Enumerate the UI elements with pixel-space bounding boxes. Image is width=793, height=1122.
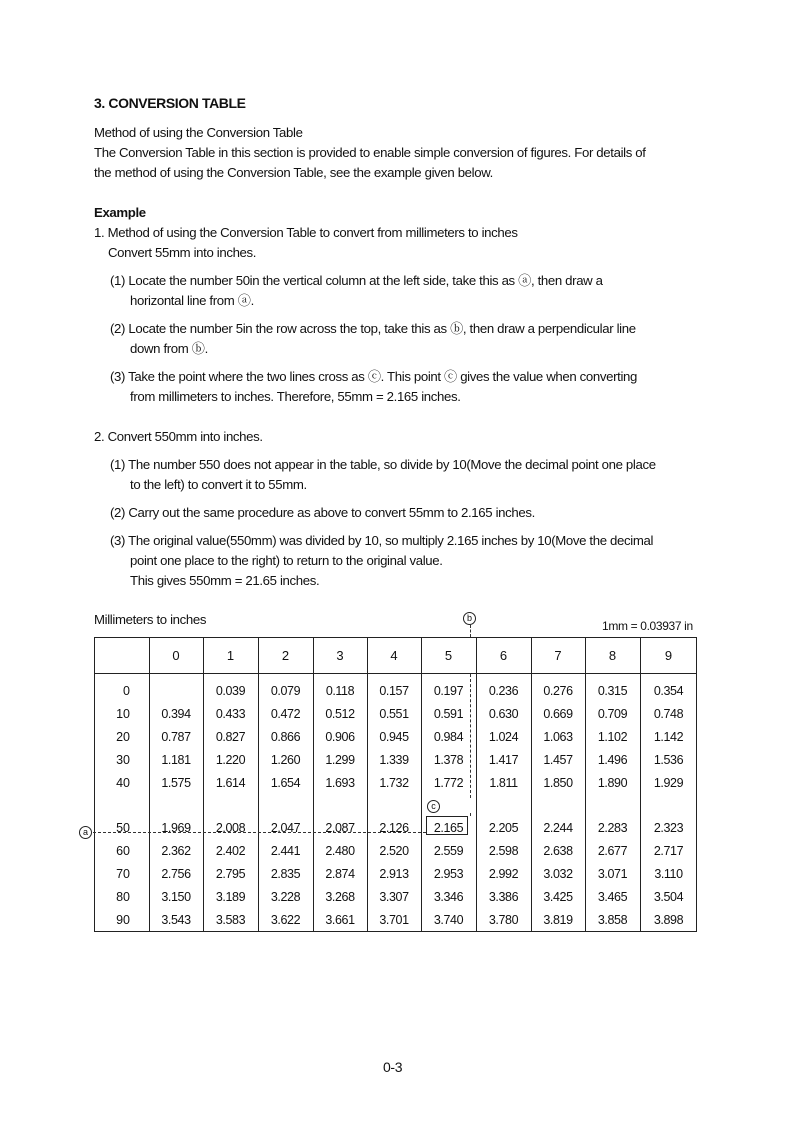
table-cell: 1.575 xyxy=(161,776,191,790)
table-row-label: 70 xyxy=(116,867,130,881)
table-cell: 0.551 xyxy=(379,707,409,721)
example-1-step-2b: down from ⓑ. xyxy=(130,341,208,356)
table-cell: 1.102 xyxy=(597,730,628,744)
table-row-label: 40 xyxy=(116,776,130,790)
intro-line-1: Method of using the Conversion Table xyxy=(94,125,303,140)
table-cell: 3.543 xyxy=(161,913,191,927)
marker-b-dashed-line-lower xyxy=(470,813,471,816)
table-cell: 2.677 xyxy=(597,844,628,858)
table-header-cell: 8 xyxy=(608,648,617,663)
table-cell: 1.220 xyxy=(215,753,246,767)
table-cell: 1.654 xyxy=(270,776,301,790)
table-row-label: 0 xyxy=(123,684,130,698)
example-1-subtitle: Convert 55mm into inches. xyxy=(108,245,257,260)
marker-a: a xyxy=(79,826,92,839)
table-cell: 3.780 xyxy=(488,913,519,927)
table-cell: 0.748 xyxy=(653,707,684,721)
table-cell: 3.701 xyxy=(379,913,409,927)
table-header-divider xyxy=(94,673,697,674)
table-cell: 3.622 xyxy=(270,913,301,927)
example-2-step-2a: (2) Carry out the same procedure as above to convert 55mm to 2.165 inches. xyxy=(110,505,535,520)
table-cell: 2.559 xyxy=(433,844,464,858)
table-cell: 3.386 xyxy=(488,890,519,904)
table-cell: 1.536 xyxy=(653,753,684,767)
table-row-label: 60 xyxy=(116,844,130,858)
example-2-step-3c: This gives 550mm = 21.65 inches. xyxy=(130,573,320,588)
table-title: Millimeters to inches xyxy=(94,612,207,627)
section-heading: 3. CONVERSION TABLE xyxy=(94,95,246,111)
table-cell: 2.520 xyxy=(379,844,409,858)
table-cell: 2.244 xyxy=(543,821,573,835)
table-cell: 2.283 xyxy=(597,821,628,835)
table-cell: 1.299 xyxy=(325,753,355,767)
example-1-step-2a: (2) Locate the number 5in the row across the top, take this as ⓑ, then draw a perpendicular line xyxy=(110,321,636,336)
table-cell: 3.346 xyxy=(433,890,464,904)
table-row-label: 90 xyxy=(116,913,130,927)
table-cell: 1.457 xyxy=(543,753,573,767)
table-cell: 1.693 xyxy=(325,776,355,790)
table-cell: 1.063 xyxy=(543,730,573,744)
table-cell: 1.181 xyxy=(161,753,191,767)
table-cell: 2.717 xyxy=(653,844,684,858)
example-label: Example xyxy=(94,205,146,220)
table-cell: 3.740 xyxy=(433,913,464,927)
table-cell: 2.205 xyxy=(488,821,519,835)
table-cell: 0.591 xyxy=(433,707,464,721)
table-cell: 1.890 xyxy=(597,776,628,790)
table-cell: 2.087 xyxy=(325,821,355,835)
table-cell: 3.189 xyxy=(215,890,246,904)
table-cell: 0.472 xyxy=(270,707,301,721)
table-cell: 2.480 xyxy=(325,844,355,858)
table-cell: 1.969 xyxy=(161,821,191,835)
table-row-label: 10 xyxy=(116,707,130,721)
table-cell: 3.898 xyxy=(653,913,684,927)
table-cell: 2.795 xyxy=(215,867,246,881)
table-cell: 1.024 xyxy=(488,730,519,744)
table-cell: 0.039 xyxy=(215,684,246,698)
table-cell: 1.260 xyxy=(270,753,301,767)
table-cell: 3.425 xyxy=(543,890,573,904)
example-2-step-3b: point one place to the right) to return to the original value. xyxy=(130,553,443,568)
table-header-cell: 6 xyxy=(499,648,508,663)
table-header-cell: 5 xyxy=(444,648,453,663)
table-header-cell: 2 xyxy=(281,648,290,663)
table-header-cell: 1 xyxy=(226,648,235,663)
table-cell: 0.118 xyxy=(325,684,355,698)
table-cell: 3.032 xyxy=(543,867,573,881)
table-row-label: 50 xyxy=(116,821,130,835)
table-cell: 1.811 xyxy=(489,776,518,790)
table-cell: 0.276 xyxy=(543,684,573,698)
table-cell: 0.394 xyxy=(161,707,191,721)
table-cell: 0.827 xyxy=(215,730,246,744)
marker-b-leader xyxy=(470,625,471,637)
table-cell: 2.835 xyxy=(270,867,301,881)
table-cell: 2.913 xyxy=(379,867,409,881)
table-cell: 1.417 xyxy=(488,753,519,767)
table-cell: 2.598 xyxy=(488,844,519,858)
table-cell: 1.850 xyxy=(543,776,573,790)
table-cell: 1.929 xyxy=(653,776,684,790)
table-cell: 2.362 xyxy=(161,844,191,858)
table-cell: 2.126 xyxy=(379,821,409,835)
table-cell: 3.150 xyxy=(161,890,191,904)
table-cell: 3.307 xyxy=(379,890,409,904)
table-cell: 3.465 xyxy=(597,890,628,904)
table-header-cell: 4 xyxy=(390,648,398,663)
intro-line-3: the method of using the Conversion Table, see the example given below. xyxy=(94,165,493,180)
example-2-step-1a: (1) The number 550 does not appear in the table, so divide by 10(Move the decimal point one place xyxy=(110,457,656,472)
table-cell: 3.268 xyxy=(325,890,355,904)
table-cell: 1.772 xyxy=(433,776,464,790)
example-2-step-1b: to the left) to convert it to 55mm. xyxy=(130,477,307,492)
table-cell: 3.110 xyxy=(654,867,683,881)
marker-b: b xyxy=(463,612,476,625)
table-cell: 3.661 xyxy=(325,913,355,927)
table-cell: 2.165 xyxy=(433,821,464,835)
table-cell: 0.866 xyxy=(270,730,301,744)
table-cell: 0.354 xyxy=(653,684,684,698)
table-cell: 1.142 xyxy=(653,730,684,744)
page-number: 0-3 xyxy=(383,1059,403,1075)
table-cell: 0.984 xyxy=(433,730,464,744)
table-cell: 0.197 xyxy=(433,684,464,698)
table-cell: 0.669 xyxy=(543,707,573,721)
table-cell: 3.819 xyxy=(543,913,573,927)
table-cell: 1.339 xyxy=(379,753,409,767)
marker-c: c xyxy=(427,800,440,813)
table-header-cell: 7 xyxy=(554,648,562,663)
example-1-step-1a: (1) Locate the number 50in the vertical column at the left side, take this as ⓐ, then draw a xyxy=(110,273,603,288)
example-2-title: 2. Convert 550mm into inches. xyxy=(94,429,263,444)
marker-a-dashed-line xyxy=(93,832,426,833)
table-note: 1mm = 0.03937 in xyxy=(602,619,693,633)
table-cell: 2.047 xyxy=(270,821,301,835)
table-cell: 3.071 xyxy=(597,867,628,881)
table-cell: 0.157 xyxy=(379,684,409,698)
table-cell: 1.378 xyxy=(433,753,464,767)
table-cell: 0.787 xyxy=(161,730,191,744)
table-header-cell: 0 xyxy=(172,648,180,663)
table-cell: 2.441 xyxy=(270,844,301,858)
table-cell: 2.953 xyxy=(433,867,464,881)
table-cell: 2.008 xyxy=(215,821,246,835)
example-1-step-3a: (3) Take the point where the two lines cross as ⓒ. This point ⓒ gives the value when converting xyxy=(110,369,638,384)
table-cell: 0.315 xyxy=(597,684,628,698)
example-2-step-3a: (3) The original value(550mm) was divided by 10, so multiply 2.165 inches by 10(Move the decimal xyxy=(110,533,654,548)
table-cell: 1.732 xyxy=(379,776,409,790)
example-1-title: 1. Method of using the Conversion Table to convert from millimeters to inches xyxy=(94,225,518,240)
table-cell: 2.992 xyxy=(488,867,519,881)
table-cell: 2.323 xyxy=(653,821,684,835)
example-1-step-3b: from millimeters to inches. Therefore, 55mm = 2.165 inches. xyxy=(130,389,461,404)
table-header-cell: 9 xyxy=(664,648,673,663)
table-cell: 0.079 xyxy=(270,684,301,698)
table-row-label: 20 xyxy=(116,730,130,744)
table-cell: 3.858 xyxy=(597,913,628,927)
table-cell: 3.583 xyxy=(215,913,246,927)
table-cell: 0.709 xyxy=(597,707,628,721)
example-1-step-1b: horizontal line from ⓐ. xyxy=(130,293,254,308)
table-row-label: 80 xyxy=(116,890,130,904)
table-cell: 2.874 xyxy=(325,867,355,881)
table-cell: 0.512 xyxy=(325,707,355,721)
table-cell xyxy=(149,683,203,699)
table-cell: 0.433 xyxy=(215,707,246,721)
table-cell: 3.228 xyxy=(270,890,301,904)
table-cell: 2.402 xyxy=(215,844,246,858)
intro-line-2: The Conversion Table in this section is provided to enable simple conversion of figures. For details of xyxy=(94,145,646,160)
table-cell: 0.945 xyxy=(379,730,409,744)
table-row-label: 30 xyxy=(116,753,130,767)
result-highlight-box xyxy=(426,816,468,835)
table-cell: 1.614 xyxy=(215,776,246,790)
table-cell: 0.906 xyxy=(325,730,355,744)
table-cell: 2.638 xyxy=(543,844,573,858)
table-cell: 0.236 xyxy=(488,684,519,698)
table-cell: 3.504 xyxy=(653,890,684,904)
marker-b-dashed-line xyxy=(470,674,471,798)
table-header-cell: 3 xyxy=(336,648,344,663)
table-cell: 2.756 xyxy=(161,867,191,881)
table-cell: 0.630 xyxy=(488,707,519,721)
table-cell: 1.496 xyxy=(597,753,628,767)
